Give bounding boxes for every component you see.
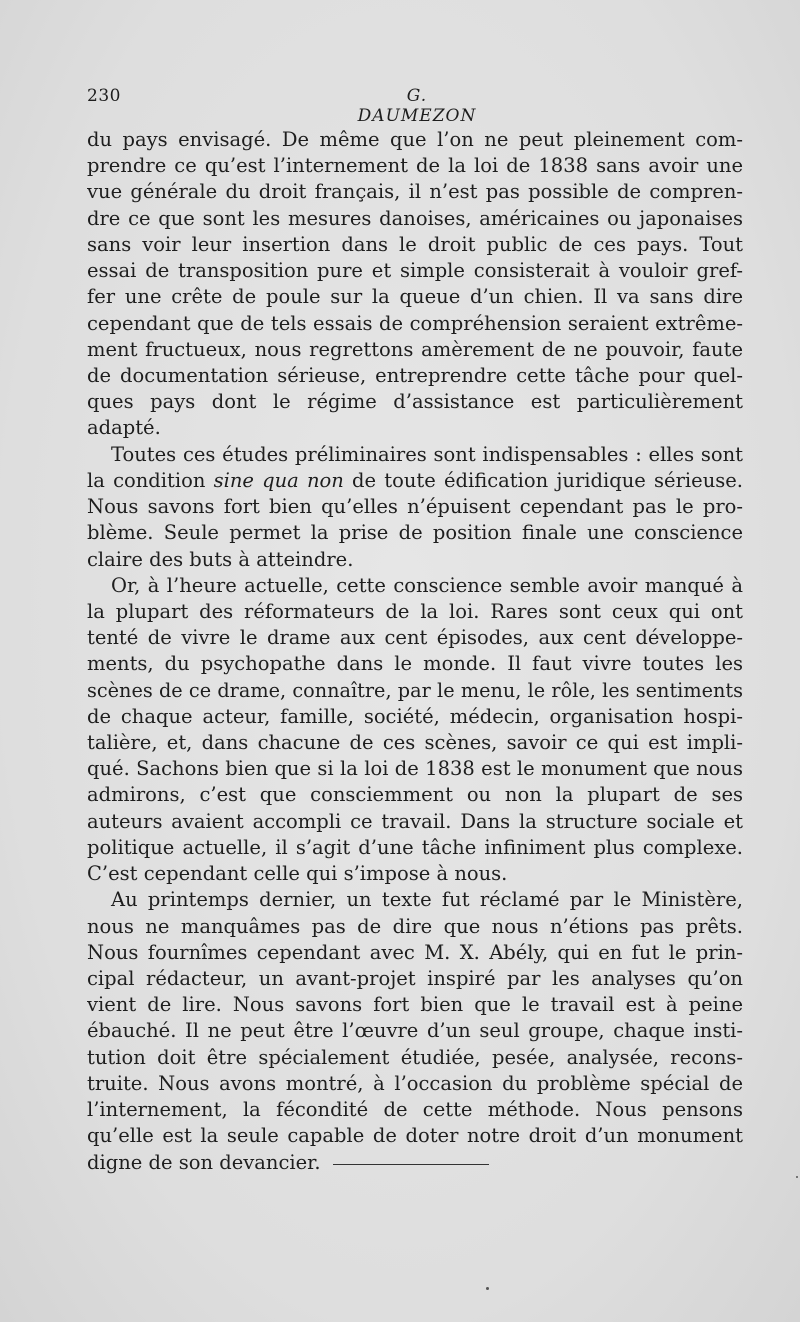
text-line: prendre ce qu’est l’internement de la loi de 1838 sans avoir une (87, 154, 743, 178)
text-line: Or, à l’heure actuelle, cette conscience semble avoir manqué à (111, 573, 743, 597)
running-head: G. DAUMEZON (357, 86, 477, 126)
paper-speck (486, 1287, 489, 1290)
text-line: de chaque acteur, famille, société, médecin, organisation hospi- (87, 704, 743, 728)
paragraph (87, 573, 743, 888)
paragraph (87, 887, 743, 1175)
text-line: fer une crête de poule sur la queue d’un chien. Il va sans dire (87, 285, 743, 309)
paper-speck (796, 1176, 798, 1178)
text-line: Au printemps dernier, un texte fut réclamé par le Ministère, (111, 888, 743, 912)
end-rule (333, 1164, 489, 1165)
paragraph (87, 442, 743, 573)
text-line: admirons, c’est que consciemment ou non la plupart de ses (87, 783, 743, 807)
text-line: tenté de vivre le drame aux cent épisodes, aux cent développe- (87, 626, 743, 650)
italic-phrase: sine qua non (213, 468, 344, 492)
text-line: Toutes ces études préliminaires sont indispensables : elles sont (111, 442, 743, 466)
text-line: cependant que de tels essais de compréhension seraient extrême- (87, 311, 743, 335)
text-line: truite. Nous avons montré, à l’occasion du problème spécial de (87, 1071, 743, 1095)
text-line: ments, du psychopathe dans le monde. Il faut vivre toutes les (87, 652, 743, 676)
text-line: blème. Seule permet la prise de position finale une conscience (87, 521, 743, 545)
text-line: tution doit être spécialement étudiée, pesée, analysée, recons- (87, 1045, 743, 1069)
text-line: Nous fournîmes cependant avec M. X. Abély, qui en fut le prin- (87, 940, 743, 964)
text-line: politique actuelle, il s’agit d’une tâche infiniment plus complexe. (87, 835, 743, 859)
text-line: talière, et, dans chacune de ces scènes, savoir ce qui est impli- (87, 731, 743, 755)
text-line: ques pays dont le régime d’assistance est particulièrement (87, 390, 743, 414)
text-line: auteurs avaient accompli ce travail. Dans la structure sociale et (87, 809, 743, 833)
text-line: nous ne manquâmes pas de dire que nous n’étions pas prêts. (87, 914, 743, 938)
text-line: la plupart des réformateurs de la loi. Rares sont ceux qui ont (87, 599, 743, 623)
text-line: digne de son devancier. (87, 1150, 321, 1174)
text-line: C’est cependant celle qui s’impose à nous. (87, 862, 508, 886)
text-line: de documentation sérieuse, entreprendre cette tâche pour quel- (87, 363, 743, 387)
text-line: adapté. (87, 416, 161, 440)
text-line: ébauché. Il ne peut être l’œuvre d’un seul groupe, chaque insti- (87, 1019, 743, 1043)
body-text (87, 127, 743, 1176)
paragraph (87, 127, 743, 442)
text-line: cipal rédacteur, un avant-projet inspiré par les analyses qu’on (87, 967, 743, 990)
text-line: dre ce que sont les mesures danoises, américaines ou japonaises (87, 206, 743, 230)
text-line: vient de lire. Nous savons fort bien que le travail est à peine (87, 993, 743, 1017)
text-line: essai de transposition pure et simple consisterait à vouloir gref- (87, 259, 743, 283)
text-line: ment fructueux, nous regrettons amèrement de ne pouvoir, faute (87, 337, 743, 361)
text-line: qué. Sachons bien que si la loi de 1838 est le monument que nous (87, 757, 743, 781)
text-line: du pays envisagé. De même que l’on ne peut pleinement com- (87, 128, 743, 151)
page-header (87, 86, 742, 126)
text-line: Nous savons fort bien qu’elles n’épuisent cependant pas le pro- (87, 495, 743, 519)
text-line: sans voir leur insertion dans le droit public de ces pays. Tout (87, 232, 743, 256)
text-line: la condition sine qua non de toute édification juridique sérieuse. (87, 468, 743, 492)
text-line: vue générale du droit français, il n’est pas possible de compren- (87, 180, 743, 204)
text-line: l’internement, la fécondité de cette méthode. Nous pensons (87, 1098, 743, 1122)
page-number: 230 (87, 86, 121, 106)
text-line: qu’elle est la seule capable de doter notre droit d’un monument (87, 1124, 743, 1148)
text-line: claire des buts à atteindre. (87, 547, 354, 571)
text-line: scènes de ce drame, connaître, par le menu, le rôle, les sentiments (87, 678, 743, 702)
